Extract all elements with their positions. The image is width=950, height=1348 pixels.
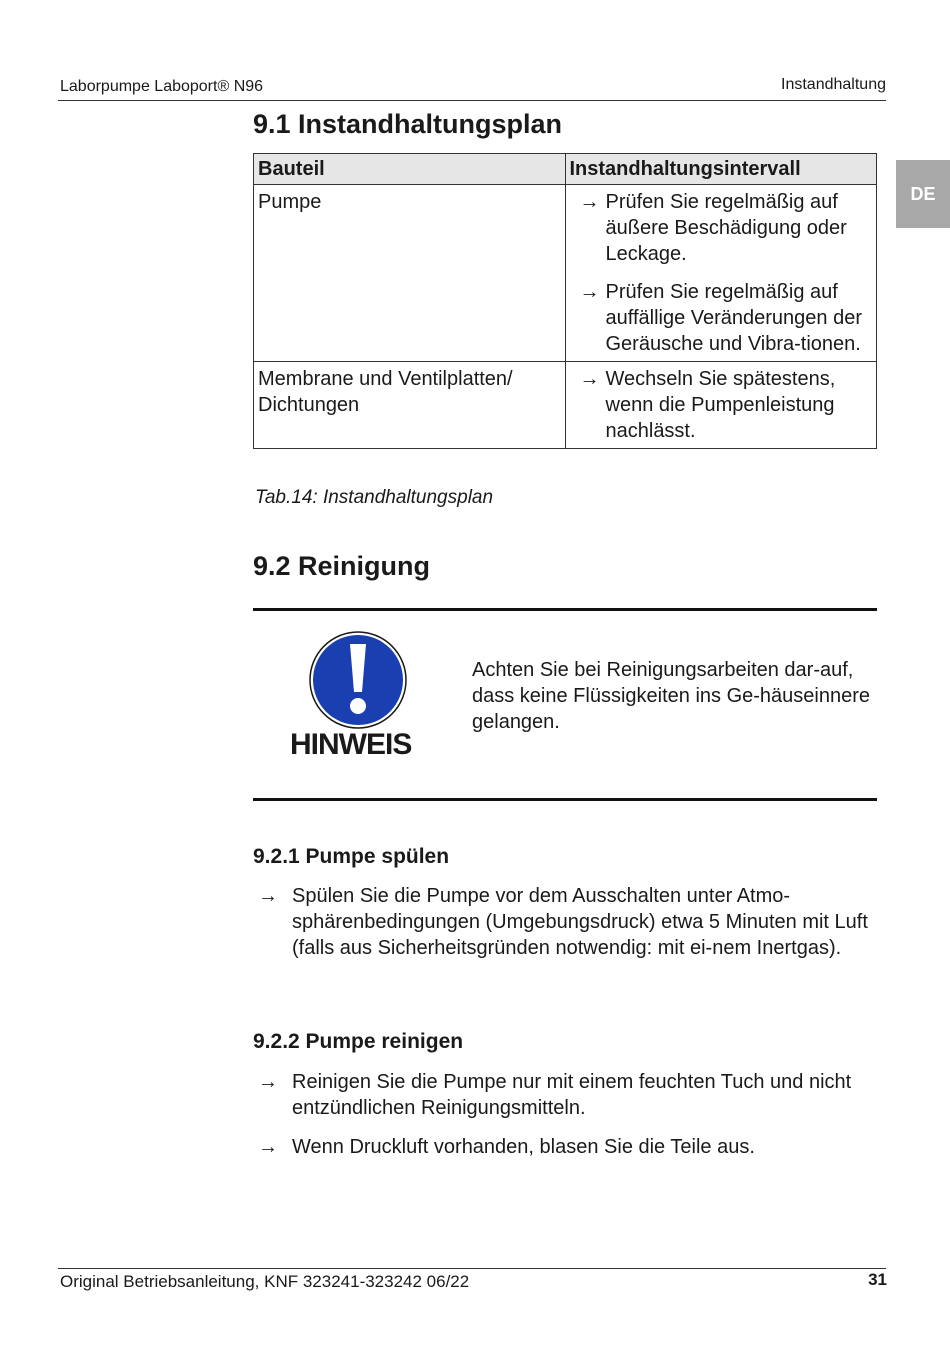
header-product: Laborpumpe Laboport® N96 bbox=[60, 78, 264, 95]
exclamation-icon bbox=[308, 630, 408, 730]
notice-text: Achten Sie bei Reinigungsarbeiten dar-auf, dass keine Flüssigkeiten ins Ge-häuseinnere gelangen. bbox=[472, 659, 870, 733]
notice-label: HINWEIS bbox=[290, 728, 412, 761]
table-header-cell: Bauteil bbox=[254, 154, 566, 185]
section-title-9-2-2: 9.2.2 Pumpe reinigen bbox=[253, 1030, 464, 1053]
arrow-right-icon: → bbox=[258, 1071, 278, 1093]
section-title-9-1: 9.1 Instandhaltungsplan bbox=[253, 109, 563, 139]
section-title-9-2: 9.2 Reinigung bbox=[253, 551, 431, 581]
table-cell-actions bbox=[565, 362, 877, 449]
cleaning-steps bbox=[258, 1069, 878, 1173]
list-item bbox=[570, 366, 873, 444]
list-item bbox=[258, 1134, 878, 1160]
table-header-cell: Instandhaltungsintervall bbox=[565, 154, 877, 185]
action-text: Prüfen Sie regelmäßig auf auffällige Veränderungen der Geräusche und Vibra-tionen. bbox=[605, 281, 863, 355]
table-cell-part: Membrane und Ventilplatten/ Dichtungen bbox=[254, 362, 566, 449]
table-cell-actions bbox=[565, 185, 877, 362]
list-item bbox=[258, 883, 878, 961]
action-text: Prüfen Sie regelmäßig auf äußere Beschädigung oder Leckage. bbox=[605, 191, 847, 265]
notice-top-rule bbox=[253, 608, 877, 611]
section-title-9-2-1: 9.2.1 Pumpe spülen bbox=[253, 845, 450, 868]
action-text: Wechseln Sie spätestens, wenn die Pumpenleistung nachlässt. bbox=[605, 368, 836, 442]
arrow-right-icon: → bbox=[579, 281, 600, 303]
footer-divider bbox=[58, 1268, 886, 1269]
header-divider bbox=[58, 100, 886, 101]
language-tab: DE bbox=[896, 160, 950, 228]
footer-document: Original Betriebsanleitung, KNF 323241-323242 06/22 bbox=[60, 1272, 470, 1291]
step-text: Wenn Druckluft vorhanden, blasen Sie die Teile aus. bbox=[292, 1136, 755, 1158]
list-item bbox=[570, 189, 873, 267]
maintenance-table bbox=[253, 153, 877, 449]
step-text: Reinigen Sie die Pumpe nur mit einem feuchten Tuch und nicht entzündlichen Reinigungsmitteln. bbox=[292, 1071, 852, 1119]
notice-bottom-rule bbox=[253, 798, 877, 801]
arrow-right-icon: → bbox=[579, 191, 600, 213]
flush-steps bbox=[258, 883, 878, 974]
header-chapter: Instandhaltung bbox=[781, 76, 886, 93]
table-row bbox=[254, 362, 877, 449]
table-cell-part: Pumpe bbox=[254, 185, 566, 362]
page-number: 31 bbox=[868, 1270, 887, 1289]
table-row bbox=[254, 185, 877, 362]
table-caption: Tab.14: Instandhaltungsplan bbox=[255, 487, 494, 508]
arrow-right-icon: → bbox=[579, 368, 600, 390]
table-header-row bbox=[254, 154, 877, 185]
list-item bbox=[258, 1069, 878, 1121]
arrow-right-icon: → bbox=[258, 885, 278, 907]
step-text: Spülen Sie die Pumpe vor dem Ausschalten unter Atmo-sphärenbedingungen (Umgebungsdruck) etwa 5 Minuten mit Luft (falls aus Sicherheitsgründen notwendig: mit ei-nem Inertgas). bbox=[292, 885, 868, 959]
list-item bbox=[570, 279, 873, 357]
arrow-right-icon: → bbox=[258, 1136, 278, 1158]
